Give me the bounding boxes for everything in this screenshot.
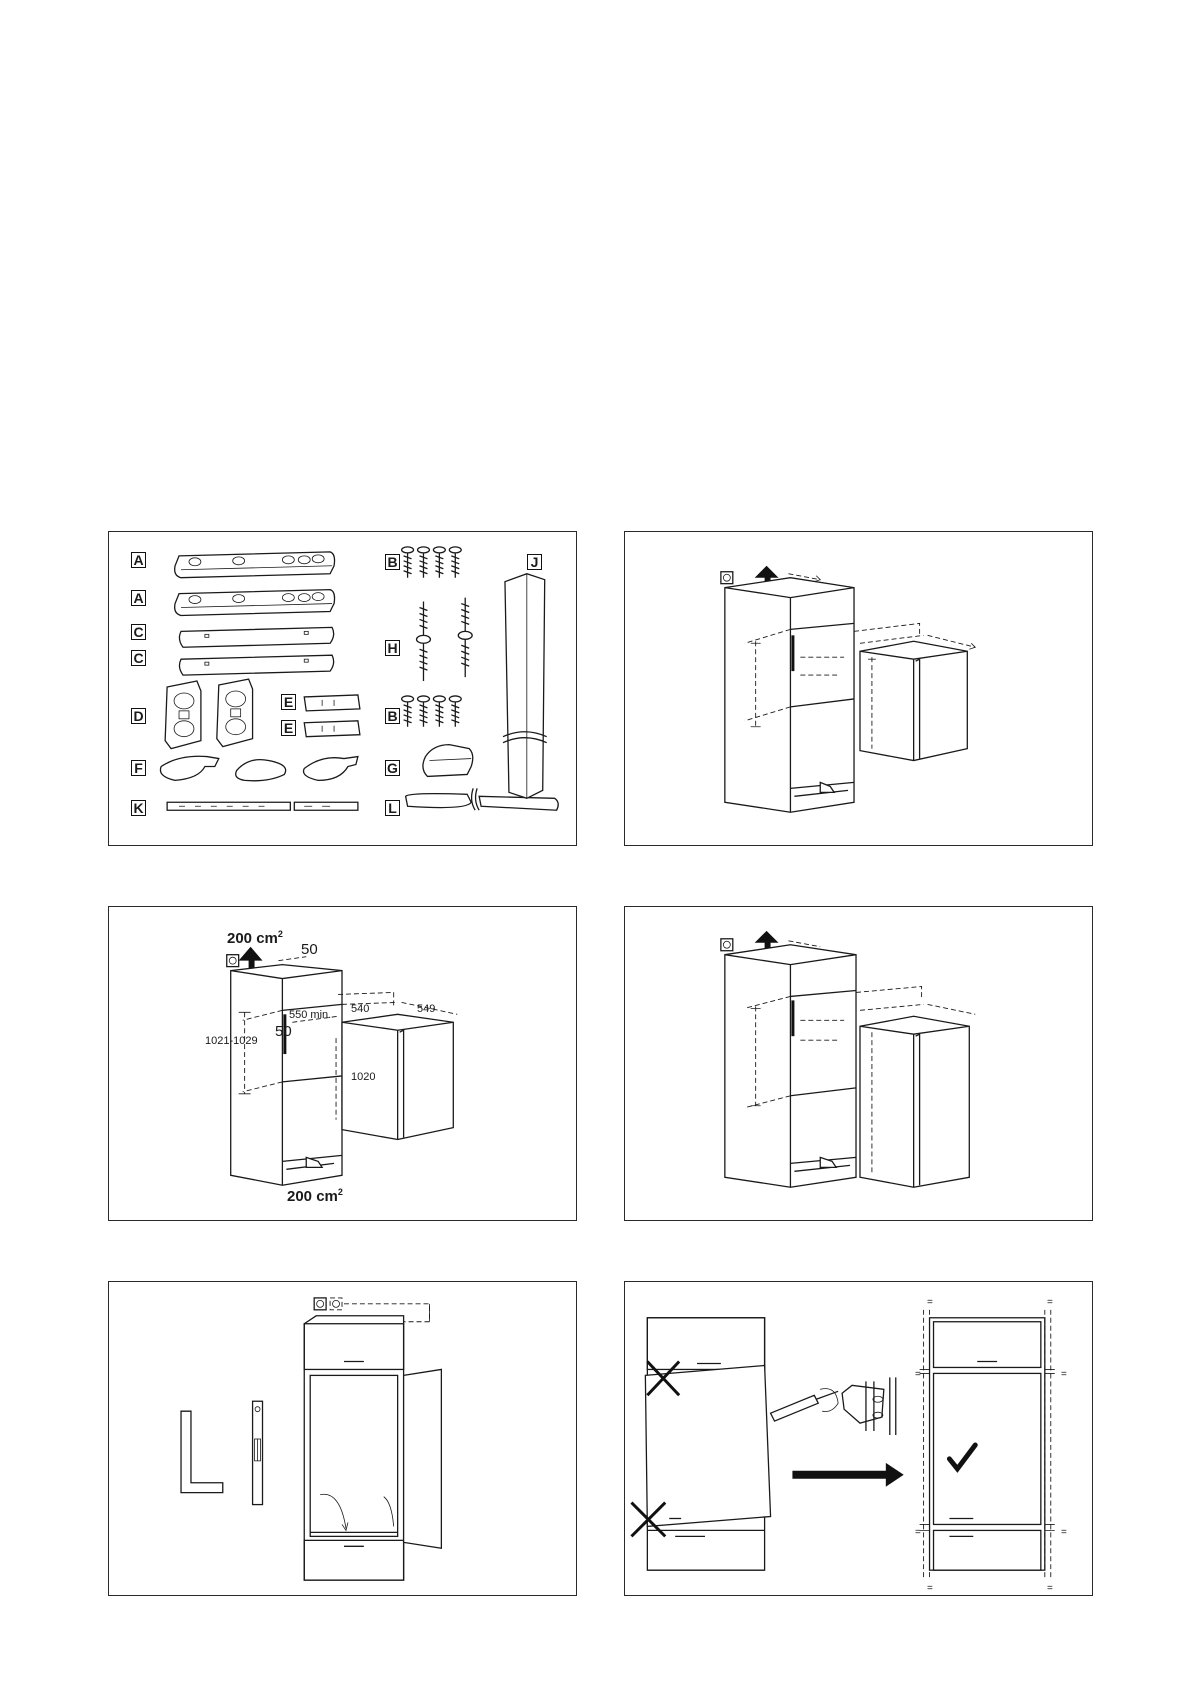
part-a-bracket (175, 590, 335, 616)
kitchen-cabinet (725, 945, 856, 1187)
part-label: A (131, 590, 146, 606)
part-c-strip (179, 627, 333, 647)
hinge-icon (842, 1377, 896, 1435)
misaligned-cabinet (645, 1318, 770, 1570)
spirit-level-icon (253, 1401, 263, 1504)
parts-panel (108, 531, 577, 846)
equal-mark: = (915, 1527, 921, 1538)
part-label: C (131, 650, 146, 666)
part-d-hinge (217, 679, 253, 747)
door-alignment-panel (624, 1281, 1093, 1596)
min-depth-label: 550 min. (289, 1009, 332, 1021)
parts-illustration (109, 532, 576, 845)
up-arrow-icon (239, 947, 263, 969)
socket-icon (227, 955, 239, 967)
aligned-cabinet (920, 1310, 1055, 1580)
kitchen-cabinet (231, 965, 342, 1186)
tall-niche-diagram (625, 907, 1092, 1220)
niche-diagram (625, 532, 1092, 845)
part-label: F (131, 760, 146, 776)
appliance-height-label: 1020 (351, 1071, 376, 1083)
part-d-hinge (165, 681, 201, 749)
vent-area-bottom-label (287, 1187, 343, 1205)
width-label: 540 (351, 1003, 370, 1015)
door-alignment-diagram (625, 1282, 1092, 1595)
part-b-screws (402, 547, 462, 578)
part-e-pad (304, 721, 360, 737)
socket-icon (721, 939, 733, 951)
set-square-icon (181, 1411, 223, 1492)
part-h-screws (417, 598, 473, 681)
socket-icon (330, 1298, 342, 1310)
vent-area-top-sup: 2 (277, 929, 283, 939)
part-b-screws (402, 696, 462, 727)
screwdriver-icon (771, 1389, 839, 1422)
arrow-right-icon (792, 1463, 903, 1487)
part-j-profile (503, 574, 547, 799)
gap-top-label: 50 (301, 941, 318, 958)
part-label: B (385, 554, 400, 570)
squareness-diagram (109, 1282, 576, 1595)
equal-mark: = (1061, 1369, 1067, 1380)
equal-mark: = (927, 1297, 933, 1308)
part-a-bracket (175, 552, 335, 578)
socket-icon (314, 1298, 326, 1310)
part-label: E (281, 694, 296, 710)
depth-label: 549 (417, 1003, 436, 1015)
vent-area-bottom-sup: 2 (337, 1187, 343, 1197)
appliance-box (860, 1016, 969, 1187)
kitchen-cabinet (304, 1316, 403, 1580)
part-label: L (385, 800, 400, 816)
part-label: E (281, 720, 296, 736)
part-e-pad (304, 695, 360, 711)
equal-mark: = (1047, 1297, 1053, 1308)
check-mark-icon (949, 1445, 975, 1469)
vent-area-bottom-value: 200 cm (287, 1188, 338, 1205)
niche-dimensions-panel (624, 531, 1093, 846)
dimensioned-niche-diagram (109, 907, 576, 1220)
part-label: J (527, 554, 542, 570)
niche-tall-panel (624, 906, 1093, 1221)
part-label: A (131, 552, 146, 568)
equal-mark: = (915, 1369, 921, 1380)
kitchen-cabinet (725, 578, 854, 813)
gap-side-label: 50 (275, 1023, 292, 1040)
niche-height-label: 1021-1029 (205, 1035, 258, 1047)
equal-mark: = (927, 1583, 933, 1594)
open-door (404, 1369, 442, 1548)
part-f-clip (160, 756, 357, 781)
appliance-box (860, 641, 967, 760)
part-label: D (131, 708, 146, 724)
part-label: H (385, 640, 400, 656)
equal-mark: = (1061, 1527, 1067, 1538)
vent-area-top-value: 200 cm (227, 930, 278, 947)
equal-mark: = (1047, 1583, 1053, 1594)
part-label: B (385, 708, 400, 724)
part-k-strip (167, 802, 358, 810)
socket-icon (721, 572, 733, 584)
squareness-check-panel (108, 1281, 577, 1596)
part-label: G (385, 760, 400, 776)
part-c-strip (179, 655, 333, 675)
part-label: K (131, 800, 146, 816)
part-g-block (423, 745, 473, 777)
installation-dimensions-panel (108, 906, 577, 1221)
vent-area-top-label (227, 929, 283, 947)
part-label: C (131, 624, 146, 640)
